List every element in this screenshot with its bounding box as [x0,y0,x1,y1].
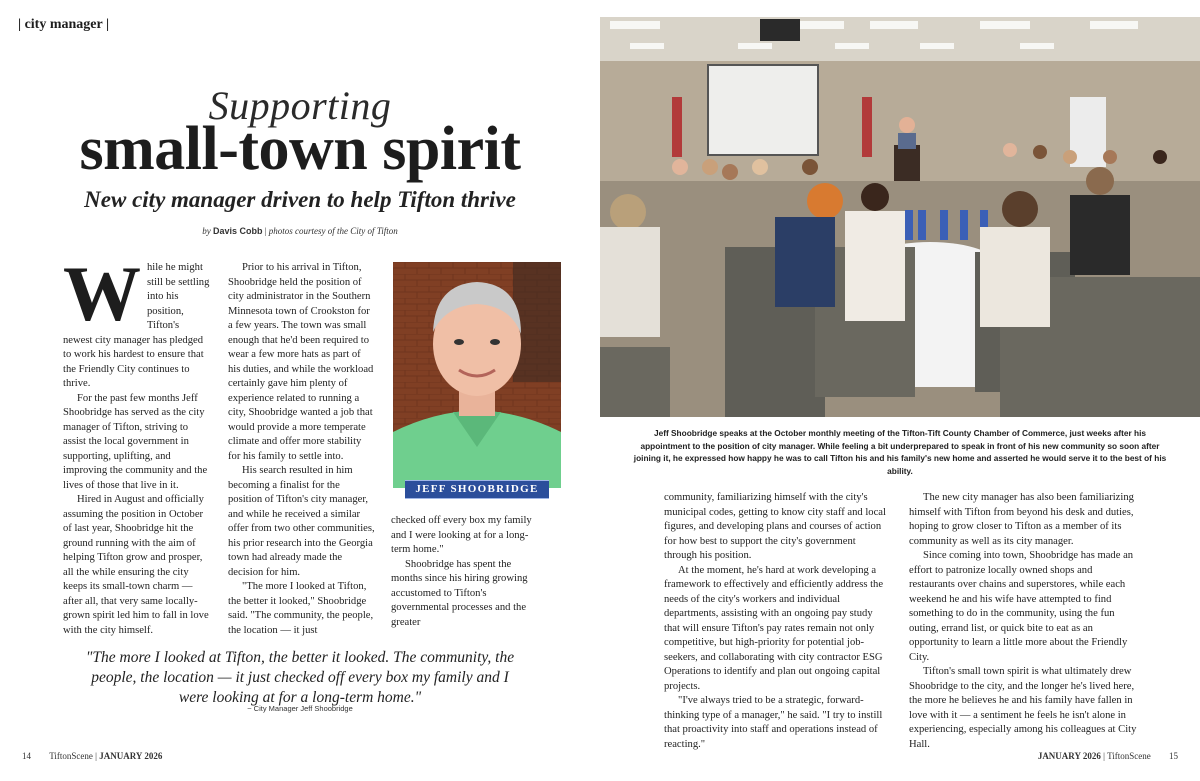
folio-separator: | [95,751,97,761]
paragraph: His search resulted in him becoming a finalist for the position of Tifton's city manager, and while he received a similar offer from two other communities, his prior research into the Georgia town had already made the decision for him. [228,465,375,578]
drop-cap: W [63,250,141,337]
pull-quote: "The more I looked at Tifton, the better it looked. The community, the people, the location — it just checked off every box my family and I were looking at for a long-term home." [85,649,515,706]
portrait-name-banner: JEFF SHOOBRIDGE [405,480,549,499]
pull-quote-attribution: ~ City Manager Jeff Shoobridge [247,704,353,713]
portrait-illustration [393,262,561,488]
paragraph: The new city manager has also been familiarizing himself with Tifton from beyond his desk and duties, hoping to grow closer to Tifton as a member of its community as well as its city manager. [909,492,1134,547]
paragraph: "The more I looked at Tifton, the better it looked," Shoobridge said. "The community, the people, the location — it just [228,581,374,636]
paragraph: Prior to his arrival in Tifton, Shoobridge held the position of city administrator in the Southern Minnesota town of Crookston for a few years. The town was small enough that he'd been required to wear a few more hats as part of his duties, and while the workload certainly gave him plenty of experience related to running a city, Shoobridge wanted a job that would provide a more temperate climate and offer more stability for his family to settle into. [228,262,374,462]
photo-credit: photos courtesy of the City of Tifton [268,226,398,236]
page-number: 15 [1169,751,1178,761]
folio-left [22,751,162,761]
paragraph: Tifton's small town spirit is what ultimately drew Shoobridge to the city, and the longer he's lived here, the more he believes he and his family have fallen in love with it — a sentiment he feels he isn't alone in experiencing, especially among his colleagues at City Hall. [909,666,1137,750]
paragraph: community, familiarizing himself with the city's municipal codes, getting to know city staff and local figures, and developing plans and courses of action for how best to support the city's government through his position. [664,492,886,561]
headline-kicker: Supporting [208,83,392,128]
right-column-2 [909,491,1137,752]
folio-right [1038,751,1178,761]
headline: small-town spirit [79,115,521,183]
byline-author: Davis Cobb [212,226,263,236]
event-photo-illustration [600,17,1200,417]
paragraph: hile he might still be settling into his position, Tifton's newest city manager has pledged to work his hardest to ensure that the Friendly City continues to thrive. [63,262,210,389]
left-column-2 [228,261,375,638]
paragraph: Since coming into town, Shoobridge has made an effort to patronize locally owned shops and restaurants over chains and superstores, while each weekend he and his wife have attempted to find something to do in the community, using the fun outing, errand list, or quick bite to eat as an opportunity to learn a little more about the Friendly City. [909,550,1134,663]
left-column-1 [63,250,211,638]
paragraph: Shoobridge has spent the months since his hiring growing accustomed to Tifton's governmental processes and the greater [391,558,528,628]
byline [0,226,600,236]
paragraph: Hired in August and officially assuming the position in October of last year, Shoobridge hit the ground running with the aim of helping Tifton grow and prosper, all the while ensuring the city keeps its small-town charm — after all, that very same locally-grown spirit led him to fall in love with the city himself. [63,494,209,636]
paragraph: checked off every box my family and I were looking at for a long-term home." [391,515,532,555]
right-column-1 [664,491,889,752]
left-column-3 [391,514,536,630]
paragraph: For the past few months Jeff Shoobridge has served as the city manager of Tifton, striving to assist the local government in supporting, uplifting, and improving the community and the lives of those that live in it. [63,392,208,491]
page-number: 14 [22,751,31,761]
byline-by: by [202,226,211,236]
issue-date: JANUARY 2026 [99,751,163,761]
magazine-name: TiftonScene [49,751,93,761]
folio-separator: | [1103,751,1105,761]
event-photo [600,17,1200,417]
photo-caption: Jeff Shoobridge speaks at the October monthly meeting of the Tifton-Tift County Chamber of Commerce, just weeks after his appointment to the position of city manager. While feeling a bit underprepared to speak in front of his new community so soon after joining it, he expressed how happy he was to call Tifton his and his family's new home and asserted he would serve it to the best of his ability. [633,428,1167,476]
byline-separator: | [264,226,267,236]
paragraph: At the moment, he's hard at work developing a framework to effectively and efficiently address the needs of the city's workers and individual departments, assisting with an ongoing pay study that will ensure Tifton's pay rates remain not only competitive, but high-priority for potential job-seekers, and collaborating with city contractor ESG Operations to identify and plan out ongoing capital projects. [664,564,884,692]
paragraph: "I've always tried to be a strategic, forward-thinking type of a manager," he said. "I try to instill that proactivity into staff and operations instead of reacting." [664,695,883,750]
portrait-photo [393,262,561,488]
issue-date: JANUARY 2026 [1037,751,1101,761]
magazine-name: TiftonScene [1107,751,1151,761]
section-tag: | city manager | [18,17,110,32]
subheadline: New city manager driven to help Tifton thrive [84,187,516,212]
